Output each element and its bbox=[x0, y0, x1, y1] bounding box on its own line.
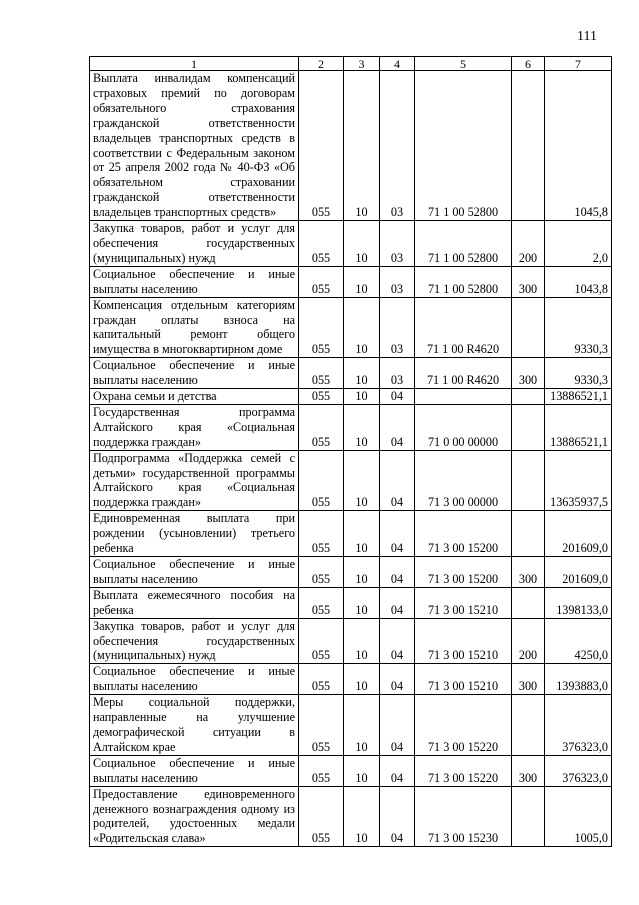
row-name: Выплата инвалидам компенсаций страховых премий по договорам обязательного страхования гражданской ответственности владельцев транспортных средств в соответствии с Федеральным законом от 25 апреля 2002 года № 40-ФЗ «Об обязательном страховании гражданской ответственности владельцев транспортных средств» bbox=[90, 71, 299, 221]
table-row bbox=[90, 511, 612, 557]
amount: 1005,0 bbox=[545, 786, 612, 847]
row-name: Выплата ежемесячного пособия на ребенка bbox=[90, 587, 299, 618]
subsection-code: 03 bbox=[380, 71, 415, 221]
target-article: 71 3 00 15200 bbox=[415, 511, 512, 557]
section-code: 10 bbox=[344, 221, 380, 267]
ministry-code: 055 bbox=[299, 266, 344, 297]
subsection-code: 04 bbox=[380, 511, 415, 557]
table-row bbox=[90, 618, 612, 664]
amount: 13635937,5 bbox=[545, 450, 612, 511]
row-name: Государственная программа Алтайского края «Социальная поддержка граждан» bbox=[90, 404, 299, 450]
ministry-code: 055 bbox=[299, 71, 344, 221]
target-article: 71 1 00 52800 bbox=[415, 266, 512, 297]
column-header: 2 bbox=[299, 57, 344, 71]
section-code: 10 bbox=[344, 358, 380, 389]
ministry-code: 055 bbox=[299, 587, 344, 618]
ministry-code: 055 bbox=[299, 404, 344, 450]
table-row bbox=[90, 297, 612, 358]
table-row bbox=[90, 389, 612, 405]
row-name: Закупка товаров, работ и услуг для обеспечения государственных (муниципальных) нужд bbox=[90, 221, 299, 267]
expense-type bbox=[512, 297, 545, 358]
ministry-code: 055 bbox=[299, 786, 344, 847]
expense-type bbox=[512, 786, 545, 847]
table-row bbox=[90, 755, 612, 786]
table-row bbox=[90, 587, 612, 618]
budget-table bbox=[89, 56, 612, 847]
subsection-code: 04 bbox=[380, 587, 415, 618]
expense-type: 300 bbox=[512, 664, 545, 695]
row-name: Социальное обеспечение и иные выплаты населению bbox=[90, 358, 299, 389]
ministry-code: 055 bbox=[299, 450, 344, 511]
table-row bbox=[90, 221, 612, 267]
row-name: Предоставление единовременного денежного вознаграждения одному из родителей, удостоенных медали «Родительская слава» bbox=[90, 786, 299, 847]
section-code: 10 bbox=[344, 389, 380, 405]
page-number: 111 bbox=[577, 29, 597, 44]
table-row bbox=[90, 695, 612, 756]
amount: 1398133,0 bbox=[545, 587, 612, 618]
column-number-row bbox=[90, 57, 612, 71]
section-code: 10 bbox=[344, 404, 380, 450]
subsection-code: 04 bbox=[380, 557, 415, 588]
amount: 376323,0 bbox=[545, 755, 612, 786]
target-article: 71 0 00 00000 bbox=[415, 404, 512, 450]
amount: 1043,8 bbox=[545, 266, 612, 297]
target-article: 71 3 00 15210 bbox=[415, 587, 512, 618]
row-name: Единовременная выплата при рождении (усыновлении) третьего ребенка bbox=[90, 511, 299, 557]
row-name: Социальное обеспечение и иные выплаты населению bbox=[90, 755, 299, 786]
subsection-code: 04 bbox=[380, 755, 415, 786]
subsection-code: 04 bbox=[380, 618, 415, 664]
section-code: 10 bbox=[344, 297, 380, 358]
section-code: 10 bbox=[344, 587, 380, 618]
subsection-code: 04 bbox=[380, 695, 415, 756]
subsection-code: 04 bbox=[380, 389, 415, 405]
target-article: 71 3 00 00000 bbox=[415, 450, 512, 511]
column-header: 6 bbox=[512, 57, 545, 71]
target-article: 71 3 00 15210 bbox=[415, 664, 512, 695]
amount: 4250,0 bbox=[545, 618, 612, 664]
target-article: 71 3 00 15220 bbox=[415, 695, 512, 756]
expense-type: 300 bbox=[512, 266, 545, 297]
section-code: 10 bbox=[344, 695, 380, 756]
expense-type bbox=[512, 71, 545, 221]
row-name: Охрана семьи и детства bbox=[90, 389, 299, 405]
row-name: Компенсация отдельным категориям граждан оплаты взноса на капитальный ремонт общего имущества в многоквартирном доме bbox=[90, 297, 299, 358]
target-article: 71 1 00 R4620 bbox=[415, 358, 512, 389]
amount: 376323,0 bbox=[545, 695, 612, 756]
section-code: 10 bbox=[344, 786, 380, 847]
expense-type bbox=[512, 404, 545, 450]
table-row bbox=[90, 71, 612, 221]
section-code: 10 bbox=[344, 557, 380, 588]
amount: 9330,3 bbox=[545, 358, 612, 389]
amount: 201609,0 bbox=[545, 557, 612, 588]
section-code: 10 bbox=[344, 511, 380, 557]
section-code: 10 bbox=[344, 450, 380, 511]
row-name: Социальное обеспечение и иные выплаты населению bbox=[90, 557, 299, 588]
expense-type bbox=[512, 695, 545, 756]
target-article: 71 1 00 52800 bbox=[415, 221, 512, 267]
table-row bbox=[90, 557, 612, 588]
row-name: Социальное обеспечение и иные выплаты населению bbox=[90, 266, 299, 297]
target-article: 71 3 00 15220 bbox=[415, 755, 512, 786]
expense-type: 200 bbox=[512, 221, 545, 267]
row-name: Подпрограмма «Поддержка семей с детьми» государственной программы Алтайского края «Социальная поддержка граждан» bbox=[90, 450, 299, 511]
table-body bbox=[90, 71, 612, 847]
column-header: 3 bbox=[344, 57, 380, 71]
column-header: 4 bbox=[380, 57, 415, 71]
section-code: 10 bbox=[344, 266, 380, 297]
amount: 9330,3 bbox=[545, 297, 612, 358]
table-row bbox=[90, 664, 612, 695]
subsection-code: 03 bbox=[380, 221, 415, 267]
column-header: 1 bbox=[90, 57, 299, 71]
section-code: 10 bbox=[344, 755, 380, 786]
expense-type bbox=[512, 450, 545, 511]
amount: 201609,0 bbox=[545, 511, 612, 557]
subsection-code: 04 bbox=[380, 786, 415, 847]
target-article: 71 1 00 R4620 bbox=[415, 297, 512, 358]
amount: 13886521,1 bbox=[545, 389, 612, 405]
section-code: 10 bbox=[344, 664, 380, 695]
ministry-code: 055 bbox=[299, 664, 344, 695]
table-row bbox=[90, 404, 612, 450]
subsection-code: 04 bbox=[380, 664, 415, 695]
section-code: 10 bbox=[344, 71, 380, 221]
ministry-code: 055 bbox=[299, 755, 344, 786]
ministry-code: 055 bbox=[299, 389, 344, 405]
expense-type: 200 bbox=[512, 618, 545, 664]
amount: 2,0 bbox=[545, 221, 612, 267]
ministry-code: 055 bbox=[299, 695, 344, 756]
ministry-code: 055 bbox=[299, 618, 344, 664]
subsection-code: 03 bbox=[380, 358, 415, 389]
ministry-code: 055 bbox=[299, 358, 344, 389]
expense-type: 300 bbox=[512, 358, 545, 389]
target-article: 71 1 00 52800 bbox=[415, 71, 512, 221]
amount: 13886521,1 bbox=[545, 404, 612, 450]
amount: 1393883,0 bbox=[545, 664, 612, 695]
amount: 1045,8 bbox=[545, 71, 612, 221]
expense-type bbox=[512, 587, 545, 618]
section-code: 10 bbox=[344, 618, 380, 664]
expense-type bbox=[512, 511, 545, 557]
table-row bbox=[90, 266, 612, 297]
ministry-code: 055 bbox=[299, 221, 344, 267]
ministry-code: 055 bbox=[299, 511, 344, 557]
ministry-code: 055 bbox=[299, 297, 344, 358]
column-header: 5 bbox=[415, 57, 512, 71]
ministry-code: 055 bbox=[299, 557, 344, 588]
table-row bbox=[90, 450, 612, 511]
subsection-code: 03 bbox=[380, 266, 415, 297]
table-row bbox=[90, 786, 612, 847]
target-article bbox=[415, 389, 512, 405]
target-article: 71 3 00 15200 bbox=[415, 557, 512, 588]
expense-type bbox=[512, 389, 545, 405]
target-article: 71 3 00 15210 bbox=[415, 618, 512, 664]
subsection-code: 04 bbox=[380, 404, 415, 450]
row-name: Меры социальной поддержки, направленные на улучшение демографической ситуации в Алтайском крае bbox=[90, 695, 299, 756]
subsection-code: 03 bbox=[380, 297, 415, 358]
expense-type: 300 bbox=[512, 557, 545, 588]
row-name: Социальное обеспечение и иные выплаты населению bbox=[90, 664, 299, 695]
table-row bbox=[90, 358, 612, 389]
column-header: 7 bbox=[545, 57, 612, 71]
target-article: 71 3 00 15230 bbox=[415, 786, 512, 847]
subsection-code: 04 bbox=[380, 450, 415, 511]
expense-type: 300 bbox=[512, 755, 545, 786]
row-name: Закупка товаров, работ и услуг для обеспечения государственных (муниципальных) нужд bbox=[90, 618, 299, 664]
